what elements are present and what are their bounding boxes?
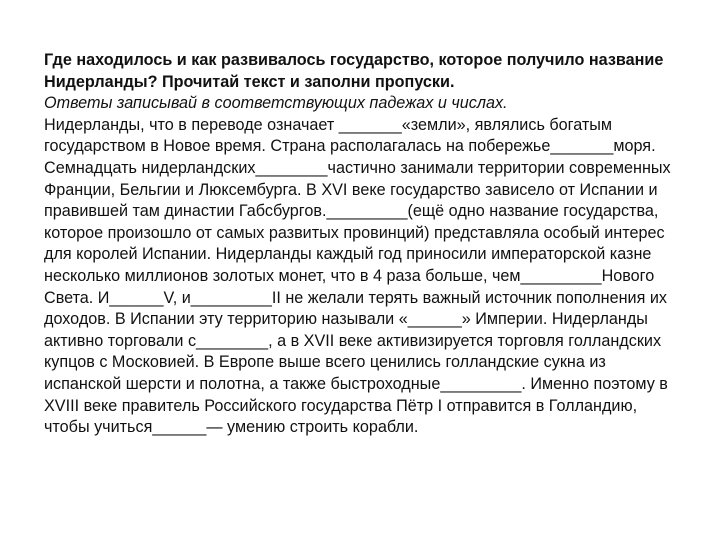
task-instruction: Ответы записывай в соответствующих падежах и числах. bbox=[44, 94, 508, 113]
task-text-block bbox=[44, 50, 684, 439]
task-body-text: Нидерланды, что в переводе означает _______«земли», являлись богатым государством в Новое время. Страна располагалась на побережье_______моря. Семнадцать нидерландских________частично занимали территории современных Франции, Бельгии и Люксембурга. В XVI веке государство зависело от Испании и правившей там династии Габсбургов._________(ещё одно название государства, которое произошло от самых развитых провинций) представляла особый интерес для королей Испании. Нидерланды каждый год приносили императорской казне несколько миллионов золотых монет, что в 4 раза больше, чем_________Нового Света. И______V, и_________II не желали терять важный источник пополнения их доходов. В Испании эту территорию называли «______» Империи. Нидерланды активно торговали с________, а в XVII веке активизируется торговля голландских купцов с Московией. В Европе выше всего ценились голландские сукна из испанской шерсти и полотна, а также быстроходные_________. Именно поэтому в XVIII веке правитель Российского государства Пётр I отправится в Голландию, чтобы учиться______— умению строить корабли. bbox=[44, 115, 671, 437]
task-heading: Где находилось и как развивалось государство, которое получило название Нидерланды? Прочитай текст и заполни пропуски. bbox=[44, 51, 664, 91]
